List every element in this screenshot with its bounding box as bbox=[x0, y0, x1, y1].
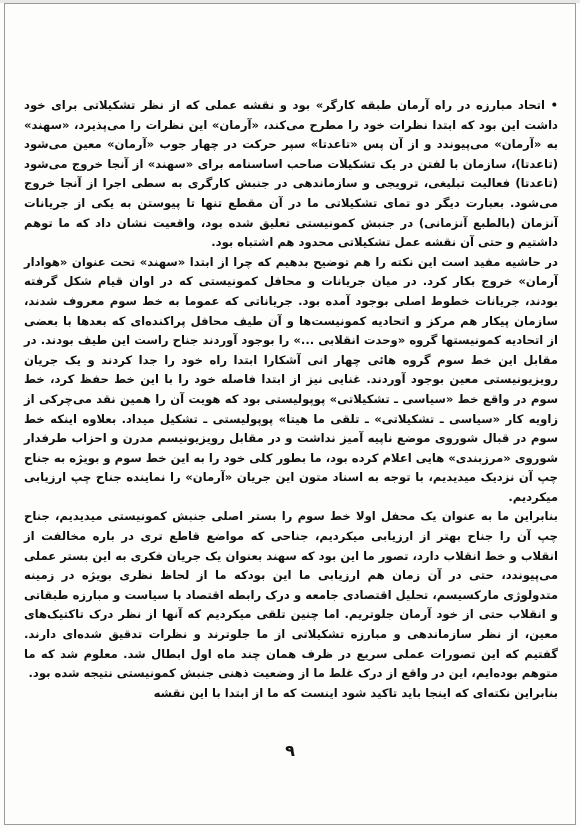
paragraph: بنابراین ما به عنوان یک محفل اولا خط سوم را بستر اصلی جنبش کمونیستی میدیدیم، جناح چپ آن را جناح بهتر از ارزیابی میکردیم، جناحی که مواضع قاطع تری در باره مخالفت از انقلاب و خط انقلاب دارد، تصور ما این بود که سهند بعنوان یک جریان فکری به این بستر عملی می‌پیوندد، حتی در آن زمان هم ارزیابی ما این بودکه ما از لحاظ نظری بویژه در زمینه متدولوژی مارکسیسم، تحلیل اقتصادی جامعه و درک رابطه اقتصاد با سیاست و مبارزه طبقاتی و انقلاب حتی از خود آرمان جلوتریم. اما چنین تلقی میکردیم که آنها از نظر درک تاکتیک‌های معین، از نظر سازماندهی و مبارزه تشکیلاتی از ما جلوترند و نظرات تدقیق شده‌ای دارند. گفتیم که این تصورات عملی سریع در ظرف همان چند ماه اول ابطال شد. معلوم شد که ما متوهم بوده‌ایم، این در واقع از درک غلط ما از وضعیت ذهنی جنبش کمونیستی نتیجه شده بود. bbox=[24, 509, 558, 681]
paragraph: • اتحاد مبارزه در راه آرمان طبقه کارگر» بود و نقشه عملی که از نظر تشکیلاتی برای خود داشت این بود که ابتدا نظرات خود را مطرح می‌کند، «آرمان» این نظرات را می‌پذیرد، «سهند» به «آرمان» می‌پیوندد و از آن پس «تاعدتا» سپر حرکت در چهار جوب «آرمان» معین می‌شود (تاعدتا)، سازمان با لفتن در یک تشکیلات صاحب اساسنامه برای «سهند» از آنجا خروج می‌شود (تاعدتا) فعالیت تبلیغی، ترویجی و سازماندهی در جنبش کارگری به سطی اجرا از آنجا خروج می‌شود. بعبارت دیگر دو تمای تشکیلاتی ما در آن مقطع تنها تا پیوستن به یکی از جریانات آنزمان (بالطبع آنزمانی) در جنبش کمونیستی تعلیق شده بود، واقعیت نشان داد که ما توهم داشتیم و حتی آن نقشه عمل تشکیلاتی محدود هم اشتباه بود. bbox=[24, 98, 558, 250]
paragraph: در حاشیه مفید است این نکته را هم توضیح بدهیم که چرا از ابتدا «سهند» تحت عنوان «هوادار آرمان» خروج بکار کرد. در میان جریانات و محافل کمونیستی که در اوان قیام شکل گرفته بودند، جریانات خطوط اصلی بوجود آمده بود. جریاناتی که عموما به خط سوم معروف شدند، سازمان پیکار هم مرکز و اتحادیه کمونیست‌ها و آن طیف محافل پراکنده‌ای که بعدها با بعضی از اتحادیه کمونیستها گروه «وحدت انقلابی ...» را بوجود آوردند جناح راست این طیف بودند. در مقابل این خط سوم گروه هائی چهار انی آشکارا ابتدا راه خود را جدا کردند و یک جریان رویزیونیستی معین بوجود آوردند. غنایی نیز از ابتدا فاصله خود را با این خط حفظ کرد، خط سوم در واقع خط «سیاسی ـ تشکیلاتی» پوپولیستی بود که هویت آن را همین نقد می‌چرکی از زاویه کار «سیاسی ـ تشکیلاتی» ـ تلقی ما هیتا» پوپولیستی ـ تشکیل میداد. بعلاوه اینکه خط سوم در قبال شوروی موضع ناپیه آمیز نداشت و در مقابل رویزیونیسم مدرن و احزاب طرفدار شوروی «مرزبندی» هایی اعلام کرده بود، ما بطور کلی خود را به این خط سوم و بویژه به جناح چپ آن نزدیک میدیدیم، با توجه به اسناد متون این جریان «آرمان» را نماینده جناح چپ ارزیابی میکردیم. bbox=[24, 254, 558, 504]
page-number: ۹ bbox=[285, 741, 295, 760]
body-text bbox=[24, 96, 558, 703]
paragraph: بنابراین نکته‌ای که اینجا باید تاکید شود اینست که ما از ابتدا با این نقشه bbox=[153, 685, 558, 700]
